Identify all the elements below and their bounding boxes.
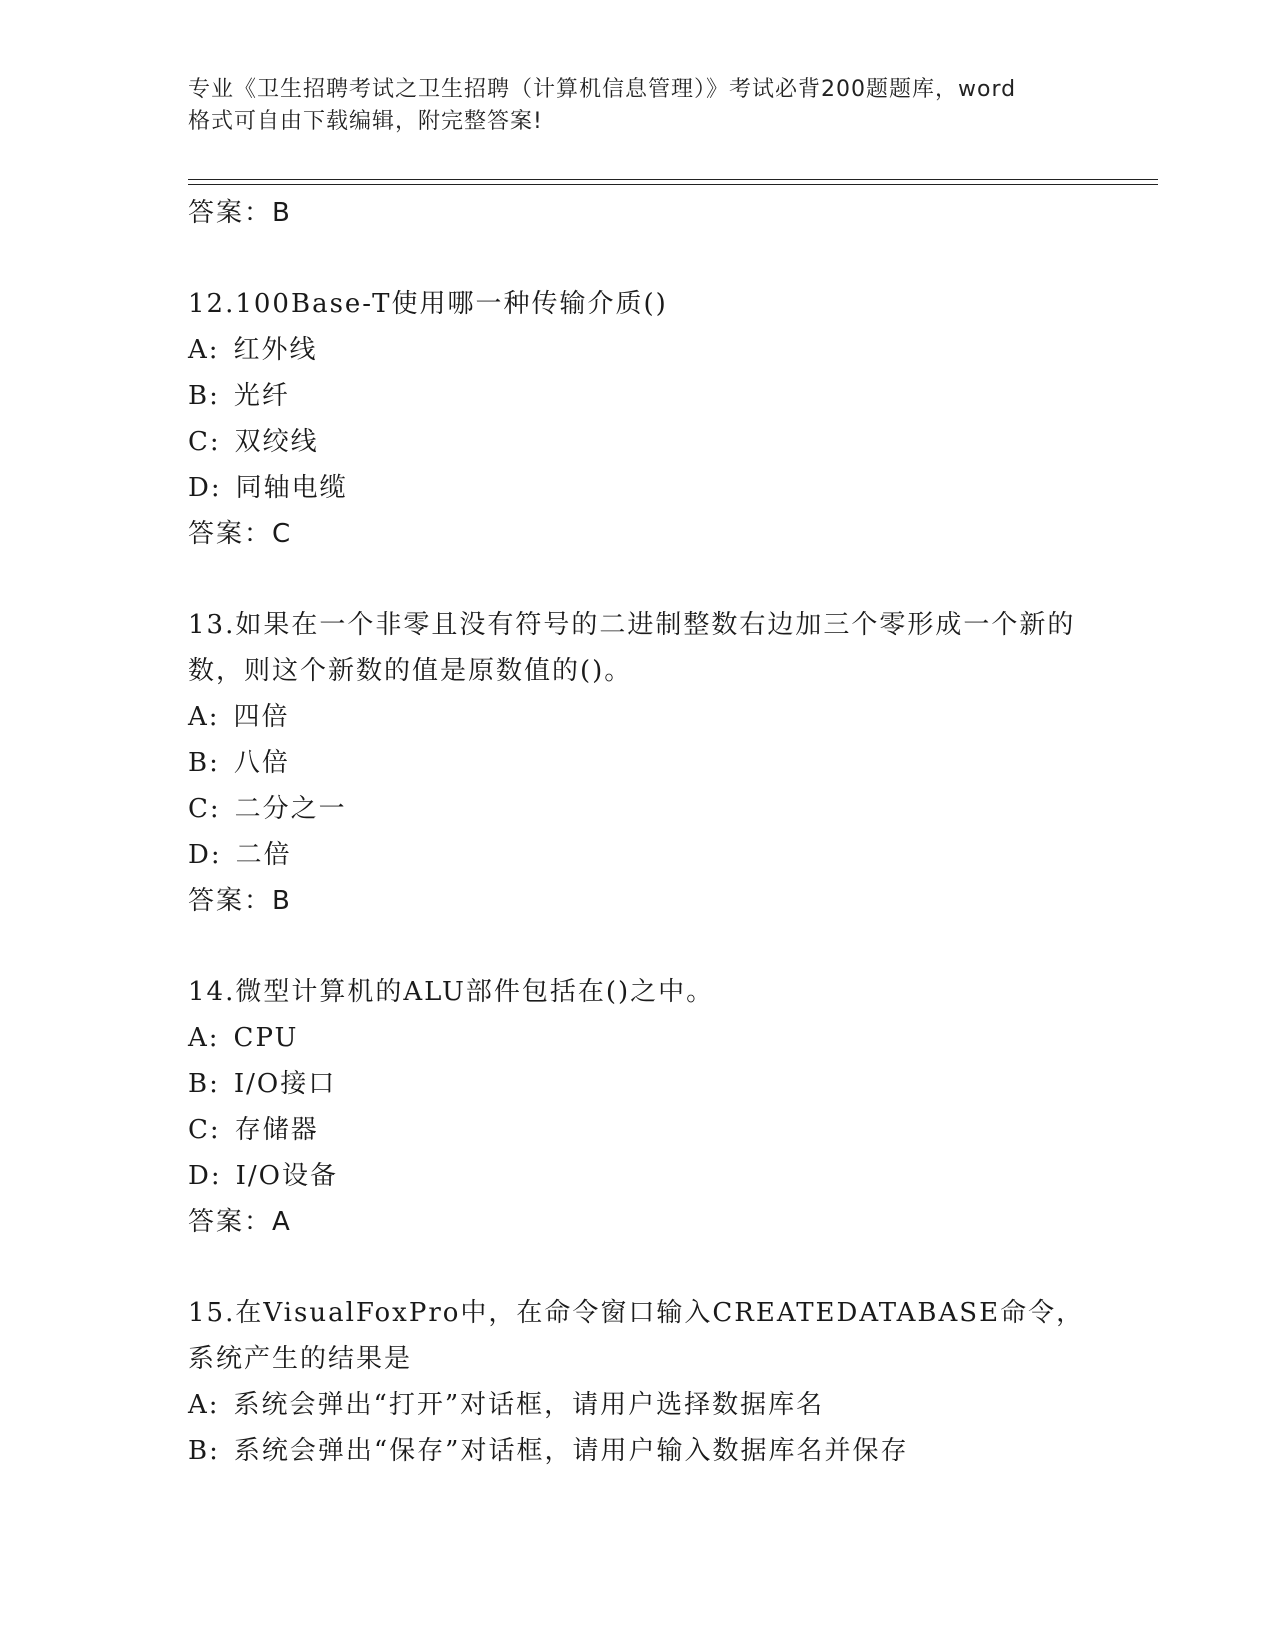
option-text: 二倍 [235,840,292,870]
option-key: A: [188,702,220,732]
question-text: 15.在VisualFoxPro中，在命令窗口输入CREATEDATABASE命令，系统产生的结果是 [188,1298,1085,1374]
question-13 [188,602,1088,924]
option-key: A: [188,335,220,365]
option-d [188,465,1088,511]
question-text: 13.如果在一个非零且没有符号的二进制整数右边加三个零形成一个新的数，则这个新数的值是原数值的()。 [188,610,1076,686]
question-14 [188,969,1088,1245]
option-text: I/O接口 [233,1069,337,1099]
answer: 答案：B [188,886,292,916]
option-key: B: [188,1069,220,1099]
option-key: C: [188,1115,221,1145]
option-key: D: [188,1161,222,1191]
option-text: 红外线 [233,335,318,365]
option-text: 存储器 [234,1115,319,1145]
option-text: 二分之一 [234,794,347,824]
option-a [188,1382,1088,1428]
option-text: CPU [233,1023,299,1053]
option-text: 光纤 [233,381,290,411]
option-c [188,419,1088,465]
header-line-1: 专业《卫生招聘考试之卫生招聘（计算机信息管理）》考试必背200题题库，word [188,77,1017,102]
option-text: 双绞线 [234,427,319,457]
question-12 [188,281,1088,557]
option-key: B: [188,748,220,778]
question-15 [188,1290,1088,1474]
question-text: 12.100Base-T使用哪一种传输介质() [188,289,668,319]
option-text: 八倍 [233,748,290,778]
option-key: C: [188,427,221,457]
option-key: C: [188,794,221,824]
option-key: B: [188,1436,220,1466]
option-b [188,1061,1088,1107]
option-d [188,832,1088,878]
option-text: 同轴电缆 [235,473,348,503]
answer: 答案：A [188,1207,292,1237]
option-key: A: [188,1390,220,1420]
header-rule-top [188,179,1158,180]
option-c [188,786,1088,832]
header-line-2: 格式可自由下载编辑，附完整答案! [188,109,543,134]
option-b [188,1428,1088,1474]
answer: 答案：C [188,519,293,549]
header-rule-bottom [188,184,1158,185]
option-a [188,327,1088,373]
option-key: A: [188,1023,220,1053]
question-text: 14.微型计算机的ALU部件包括在()之中。 [188,977,715,1007]
option-text: 系统会弹出“打开”对话框，请用户选择数据库名 [233,1390,825,1420]
option-key: B: [188,381,220,411]
option-key: D: [188,840,222,870]
option-b [188,740,1088,786]
option-a [188,694,1088,740]
option-b [188,373,1088,419]
option-text: 系统会弹出“保存”对话框，请用户输入数据库名并保存 [233,1436,909,1466]
option-c [188,1107,1088,1153]
option-key: D: [188,473,222,503]
question-list [188,190,1088,1474]
option-a [188,1015,1088,1061]
option-text: 四倍 [233,702,290,732]
document-header [188,74,1088,138]
option-d [188,1153,1088,1199]
previous-answer: 答案：B [188,198,292,228]
option-text: I/O设备 [235,1161,338,1191]
